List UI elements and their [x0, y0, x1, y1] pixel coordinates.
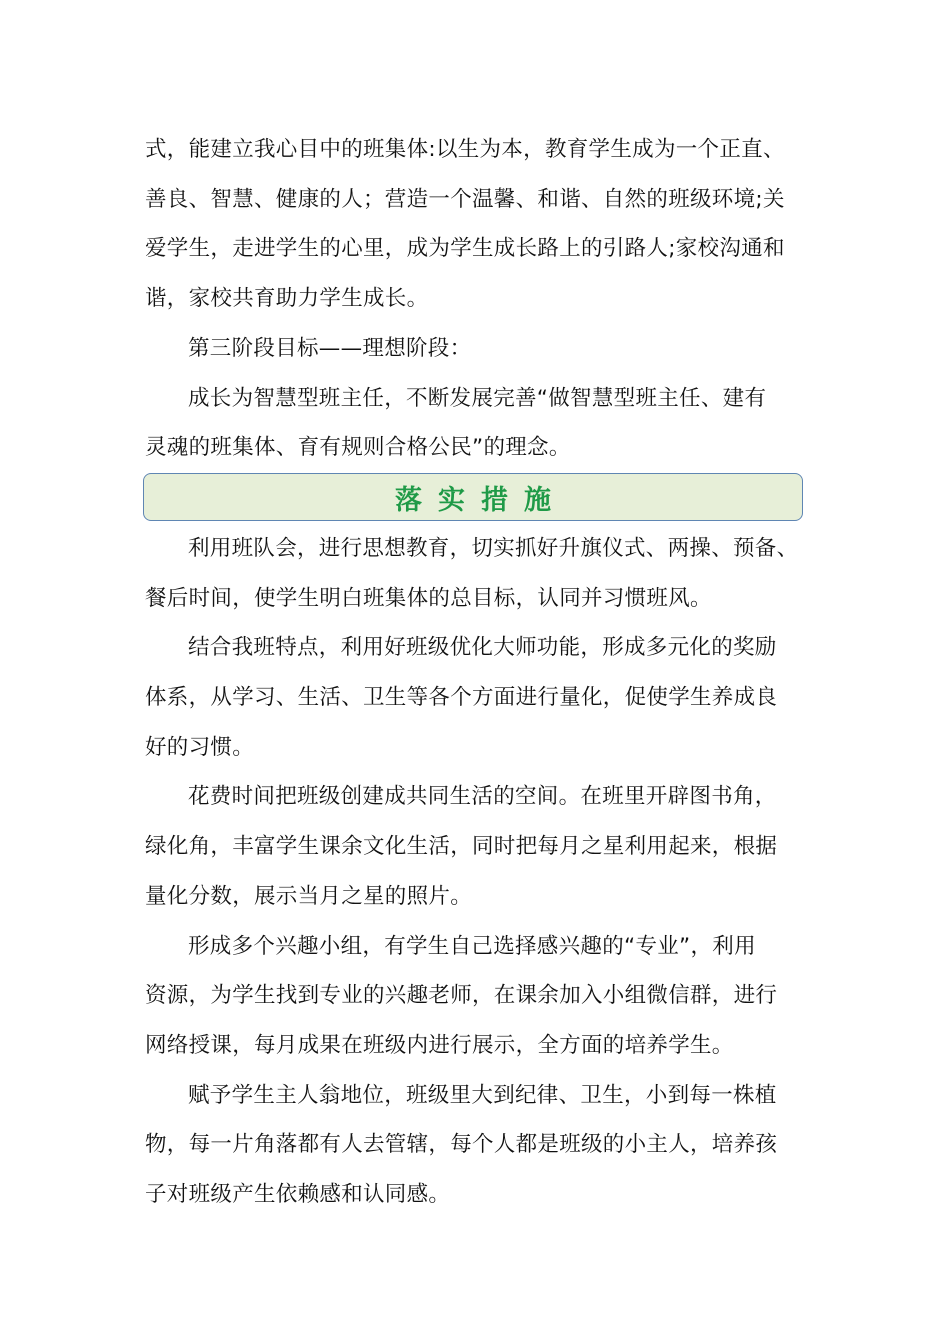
paragraph-line: 子对班级产生依赖感和认同感。 [145, 1181, 451, 1207]
paragraph-line: 绿化角，丰富学生课余文化生活，同时把每月之星利用起来，根据 [145, 834, 778, 860]
paragraph-line: 物，每一片角落都有人去管辖，每个人都是班级的小主人，培养孩 [145, 1132, 778, 1158]
paragraph-line: 量化分数，展示当月之星的照片。 [145, 883, 473, 909]
paragraph-line: 结合我班特点，利用好班级优化大师功能，形成多元化的奖励 [188, 635, 777, 661]
paragraph-line: 赋予学生主人翁地位，班级里大到纪律、卫生，小到每一株植 [188, 1082, 777, 1108]
intro-paragraph [145, 125, 820, 324]
measure-paragraph [145, 623, 820, 772]
paragraph-line: 谐，家校共育助力学生成长。 [145, 286, 429, 312]
paragraph-line: 好的习惯。 [145, 734, 255, 760]
measure-paragraph [145, 1071, 820, 1220]
paragraph-line: 成长为智慧型班主任，不断发展完善“做智慧型班主任、建有 [188, 385, 767, 411]
measure-paragraph [145, 524, 820, 623]
paragraph-line: 形成多个兴趣小组，有学生自己选择感兴趣的“专业”，利用 [188, 933, 756, 959]
paragraph-line: 灵魂的班集体、育有规则合格公民”的理念。 [145, 435, 571, 461]
measures-list [145, 524, 820, 1220]
paragraph-line: 爱学生，走进学生的心里，成为学生成长路上的引路人;家校沟通和 [145, 236, 785, 262]
stage-three-goal [145, 324, 820, 473]
paragraph-line: 利用班队会，进行思想教育，切实抓好升旗仪式、两操、预备、 [188, 536, 799, 561]
paragraph-line: 花费时间把班级创建成共同生活的空间。在班里开辟图书角， [188, 784, 777, 810]
stage-three-heading: 第三阶段目标——理想阶段： [188, 336, 472, 361]
paragraph-line: 资源，为学生找到专业的兴趣老师，在课余加入小组微信群，进行 [145, 983, 778, 1009]
measure-paragraph [145, 772, 820, 921]
paragraph-line: 善良、智慧、健康的人；营造一个温馨、和谐、自然的班级环境;关 [145, 186, 785, 212]
paragraph-line: 体系，从学习、生活、卫生等各个方面进行量化，促使学生养成良 [145, 685, 778, 711]
paragraph-line: 餐后时间，使学生明白班集体的总目标，认同并习惯班风。 [145, 585, 712, 611]
measure-paragraph [145, 922, 820, 1071]
paragraph-line: 式，能建立我心目中的班集体:以生为本，教育学生成为一个正直、 [145, 137, 785, 162]
section-banner [143, 473, 803, 521]
section-title: 落实措施 [395, 484, 567, 516]
paragraph-line: 网络授课，每月成果在班级内进行展示，全方面的培养学生。 [145, 1032, 734, 1058]
